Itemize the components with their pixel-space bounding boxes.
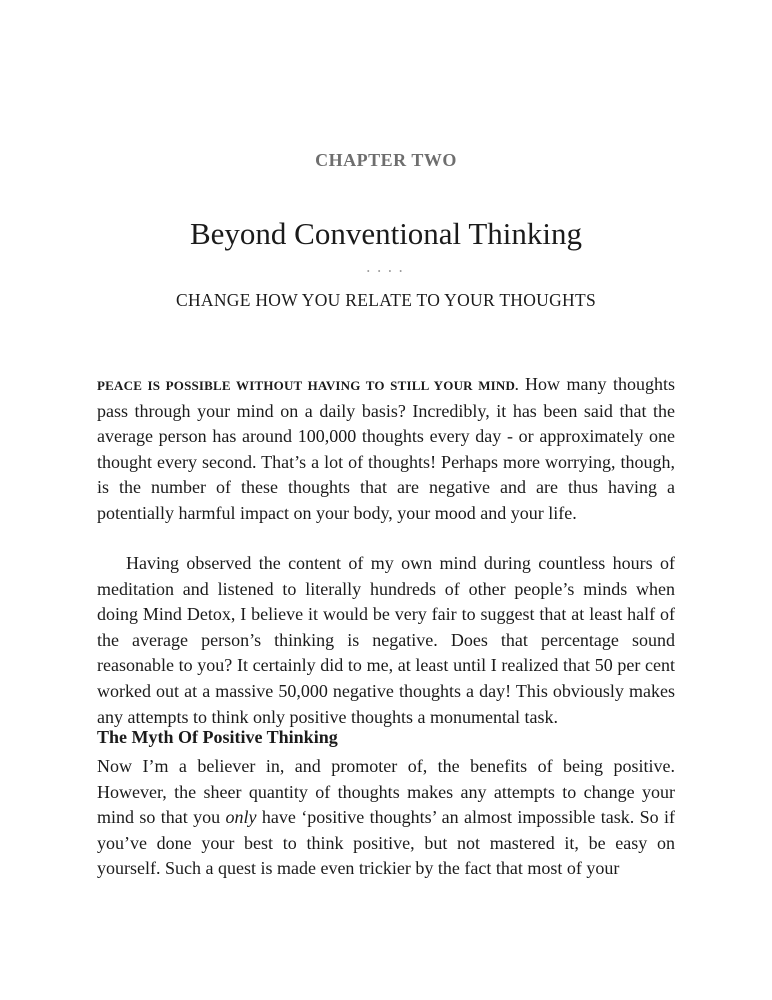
paragraph-section-text-after: have ‘positive thoughts’ an almost impossible task. So if you’ve done your best to think positive, but not mastered it, be easy on yourself. Such a quest is made even trickier by the fact that most of your [97, 807, 675, 879]
chapter-label: CHAPTER TWO [315, 150, 457, 170]
paragraph-second: Having observed the content of my own mind during countless hours of meditation and listened to literally hundreds of other people’s minds when doing Mind Detox, I believe it would be very fair to suggest that at least half of the average person’s thinking is negative. Does that percentage sound reasonable to you? It certainly did to me, at least until I realized that 50 per cent worked out at a massive 50,000 negative thoughts a day! This obviously makes any attempts to think only positive thoughts a monumental task. [97, 553, 675, 727]
paragraph-emphasis: only [225, 807, 257, 828]
paragraph-lead-in: PEACE IS POSSIBLE WITHOUT HAVING TO STILL YOUR MIND. [97, 378, 519, 393]
chapter-subtitle: CHANGE HOW YOU RELATE TO YOUR THOUGHTS [175, 290, 597, 310]
paragraph-intro [97, 372, 675, 527]
section-heading: The Myth Of Positive Thinking [97, 727, 338, 747]
paragraph-section [97, 754, 675, 882]
paragraph-section-text-before: Now I’m a believer in, and promoter of, the benefits of being positive. However, the sheer quantity of thoughts makes any attempts to change your mind so that you [97, 756, 675, 828]
paragraph-intro-text: How many thoughts pass through your mind on a daily basis? Incredibly, it has been said that the average person has around 100,000 thoughts every day - or approximately one thought every second. That’s a lot of thoughts! Perhaps more worrying, though, is the number of these thoughts that are negative and are thus having a potentially harmful impact on your body, your mood and your life. [97, 374, 675, 523]
chapter-title: Beyond Conventional Thinking [189, 216, 583, 251]
ornament-dots: • • • • [366, 267, 406, 276]
